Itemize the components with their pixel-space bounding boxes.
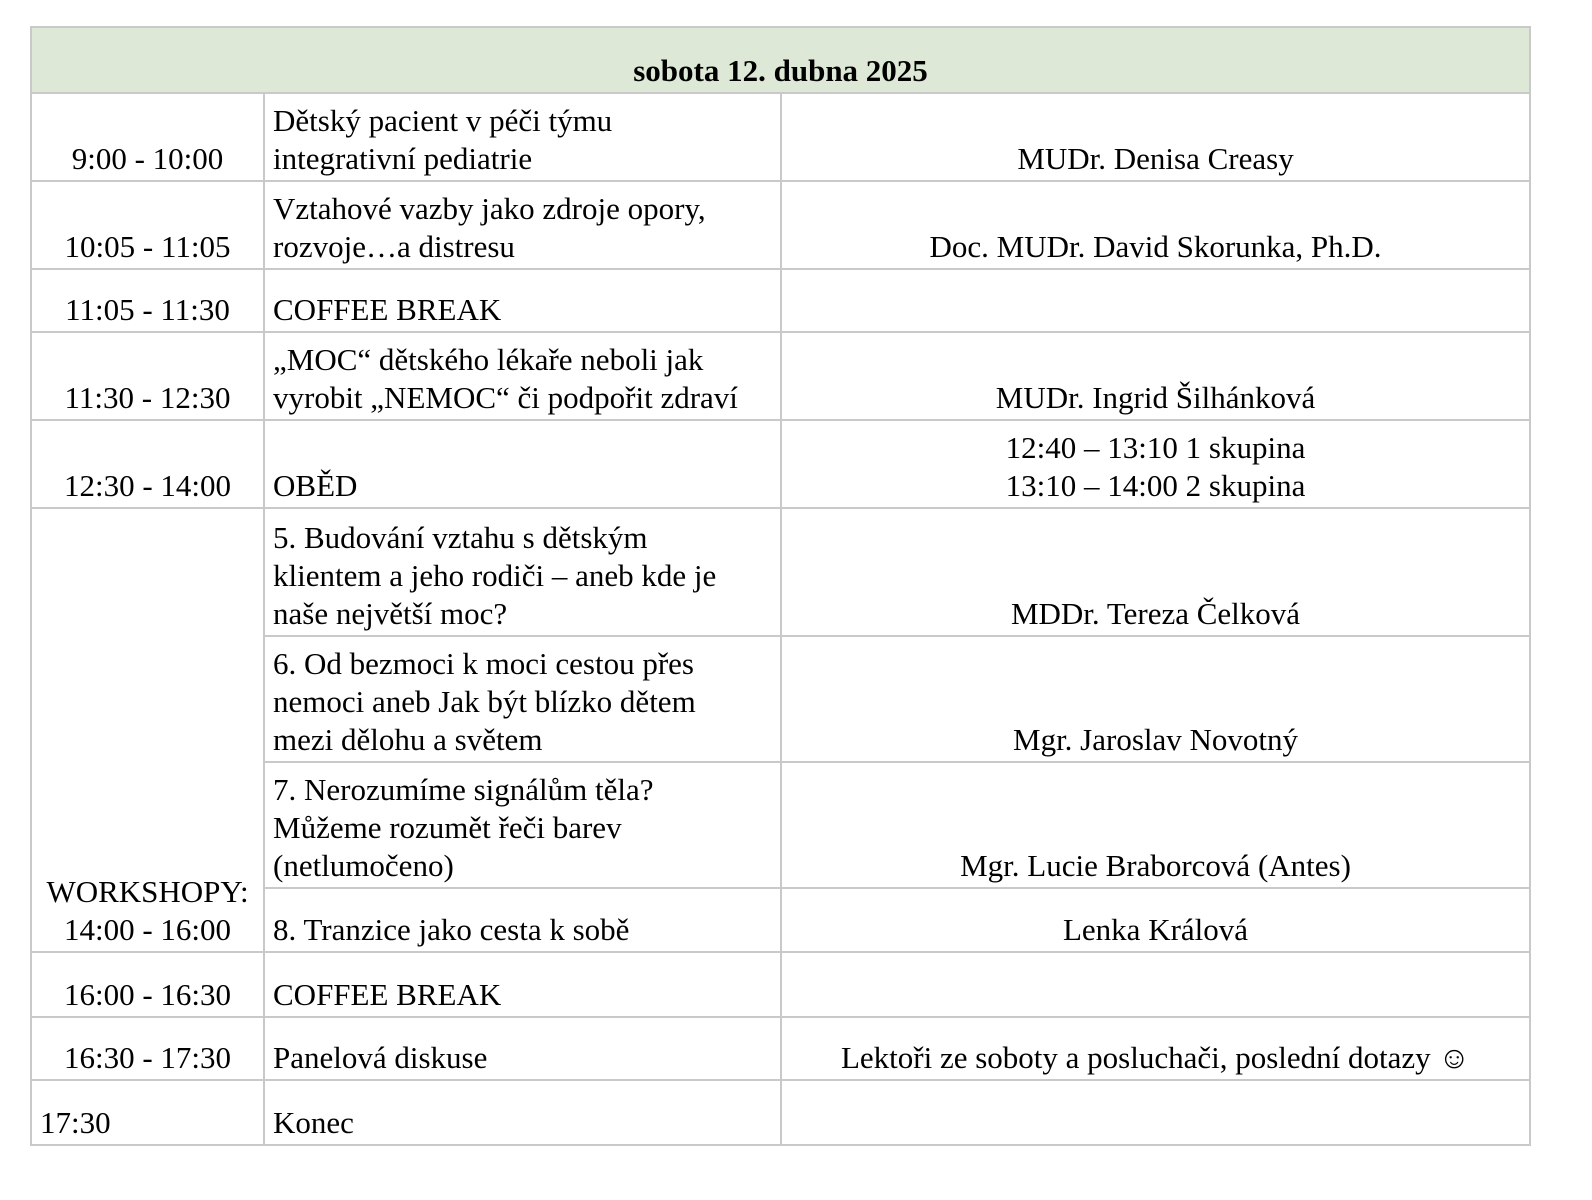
- schedule-table: [30, 26, 1531, 1146]
- session-title-cell: COFFEE BREAK: [264, 952, 781, 1017]
- speaker-name: MUDr. Denisa Creasy: [1017, 141, 1294, 176]
- workshop-speaker-cell: MDDr. Tereza Čelková: [781, 508, 1530, 636]
- session-title-cell: [264, 93, 781, 181]
- speaker-cell: [781, 952, 1530, 1017]
- time-cell: 11:30 - 12:30: [31, 332, 264, 420]
- time-cell: 11:05 - 11:30: [31, 269, 264, 332]
- speaker-cell: [781, 332, 1530, 420]
- session-title-cell: [264, 420, 781, 508]
- speaker-cell: Lektoři ze soboty a posluchači, poslední dotazy ☺: [781, 1017, 1530, 1080]
- session-title-line: rozvoje…a distresu: [273, 229, 515, 264]
- workshop-title-line: 7. Nerozumíme signálům těla?: [273, 772, 654, 807]
- workshop-title-line: mezi dělohu a světem: [273, 722, 543, 757]
- speaker-name: MUDr. Ingrid Šilhánková: [995, 380, 1316, 415]
- workshop-speaker-cell: Mgr. Lucie Braborcová (Antes): [781, 762, 1530, 888]
- time-cell: 9:00 - 10:00: [31, 93, 264, 181]
- workshop-title-cell: [264, 508, 781, 636]
- speaker-cell: [781, 93, 1530, 181]
- session-title-cell: Panelová diskuse: [264, 1017, 781, 1080]
- table-row: [31, 332, 1530, 420]
- workshop-row: [31, 508, 1530, 636]
- day-header: sobota 12. dubna 2025: [31, 27, 1530, 93]
- time-cell: 12:30 - 14:00: [31, 420, 264, 508]
- workshop-time: 14:00 - 16:00: [63, 912, 232, 947]
- session-title-line: integrativní pediatrie: [273, 141, 533, 176]
- workshop-title-line: klientem a jeho rodiči – aneb kde je: [273, 558, 717, 593]
- session-title-cell: Konec: [264, 1080, 781, 1145]
- speaker-cell: [781, 269, 1530, 332]
- workshop-title-cell: [264, 888, 781, 952]
- lunch-group-line: 13:10 – 14:00 2 skupina: [1005, 468, 1306, 503]
- time-cell: 17:30: [31, 1080, 264, 1145]
- table-row: [31, 1080, 1530, 1145]
- session-title-line: COFFEE BREAK: [273, 292, 502, 327]
- table-row: [31, 269, 1530, 332]
- workshop-time-cell: [31, 508, 264, 952]
- day-header-row: [31, 27, 1530, 93]
- workshop-title-line: (netlumočeno): [273, 848, 454, 883]
- session-title-cell: [264, 269, 781, 332]
- time-cell: 16:30 - 17:30: [31, 1017, 264, 1080]
- workshop-title-line: 6. Od bezmoci k moci cestou přes: [273, 646, 694, 681]
- workshop-title-line: naše největší moc?: [273, 596, 508, 631]
- session-title-line: „MOC“ dětského lékaře neboli jak: [273, 342, 704, 377]
- workshop-title-line: Můžeme rozumět řeči barev: [273, 810, 622, 845]
- speaker-name: Doc. MUDr. David Skorunka, Ph.D.: [929, 229, 1382, 264]
- session-title-line: OBĚD: [273, 468, 358, 503]
- table-row: [31, 93, 1530, 181]
- speaker-cell: [781, 1080, 1530, 1145]
- workshop-title-cell: [264, 762, 781, 888]
- session-title-line: Dětský pacient v péči týmu: [273, 103, 613, 138]
- session-title-cell: [264, 332, 781, 420]
- workshop-title-line: 5. Budování vztahu s dětským: [273, 520, 648, 555]
- speaker-cell: [781, 181, 1530, 269]
- speaker-cell: [781, 420, 1530, 508]
- workshop-speaker-cell: Lenka Králová: [781, 888, 1530, 952]
- table-row: [31, 181, 1530, 269]
- session-title-line: Vztahové vazby jako zdroje opory,: [273, 191, 706, 226]
- time-cell: 16:00 - 16:30: [31, 952, 264, 1017]
- workshop-title-cell: [264, 636, 781, 762]
- lunch-group-line: 12:40 – 13:10 1 skupina: [1005, 430, 1306, 465]
- table-row: [31, 952, 1530, 1017]
- workshop-label: WORKSHOPY:: [46, 874, 249, 909]
- table-row: [31, 1017, 1530, 1080]
- workshop-title-line: 8. Tranzice jako cesta k sobě: [273, 912, 630, 947]
- session-title-line: vyrobit „NEMOC“ či podpořit zdraví: [273, 380, 738, 415]
- workshop-speaker-cell: Mgr. Jaroslav Novotný: [781, 636, 1530, 762]
- session-title-cell: [264, 181, 781, 269]
- table-row: [31, 420, 1530, 508]
- workshop-title-line: nemoci aneb Jak být blízko dětem: [273, 684, 696, 719]
- time-cell: 10:05 - 11:05: [31, 181, 264, 269]
